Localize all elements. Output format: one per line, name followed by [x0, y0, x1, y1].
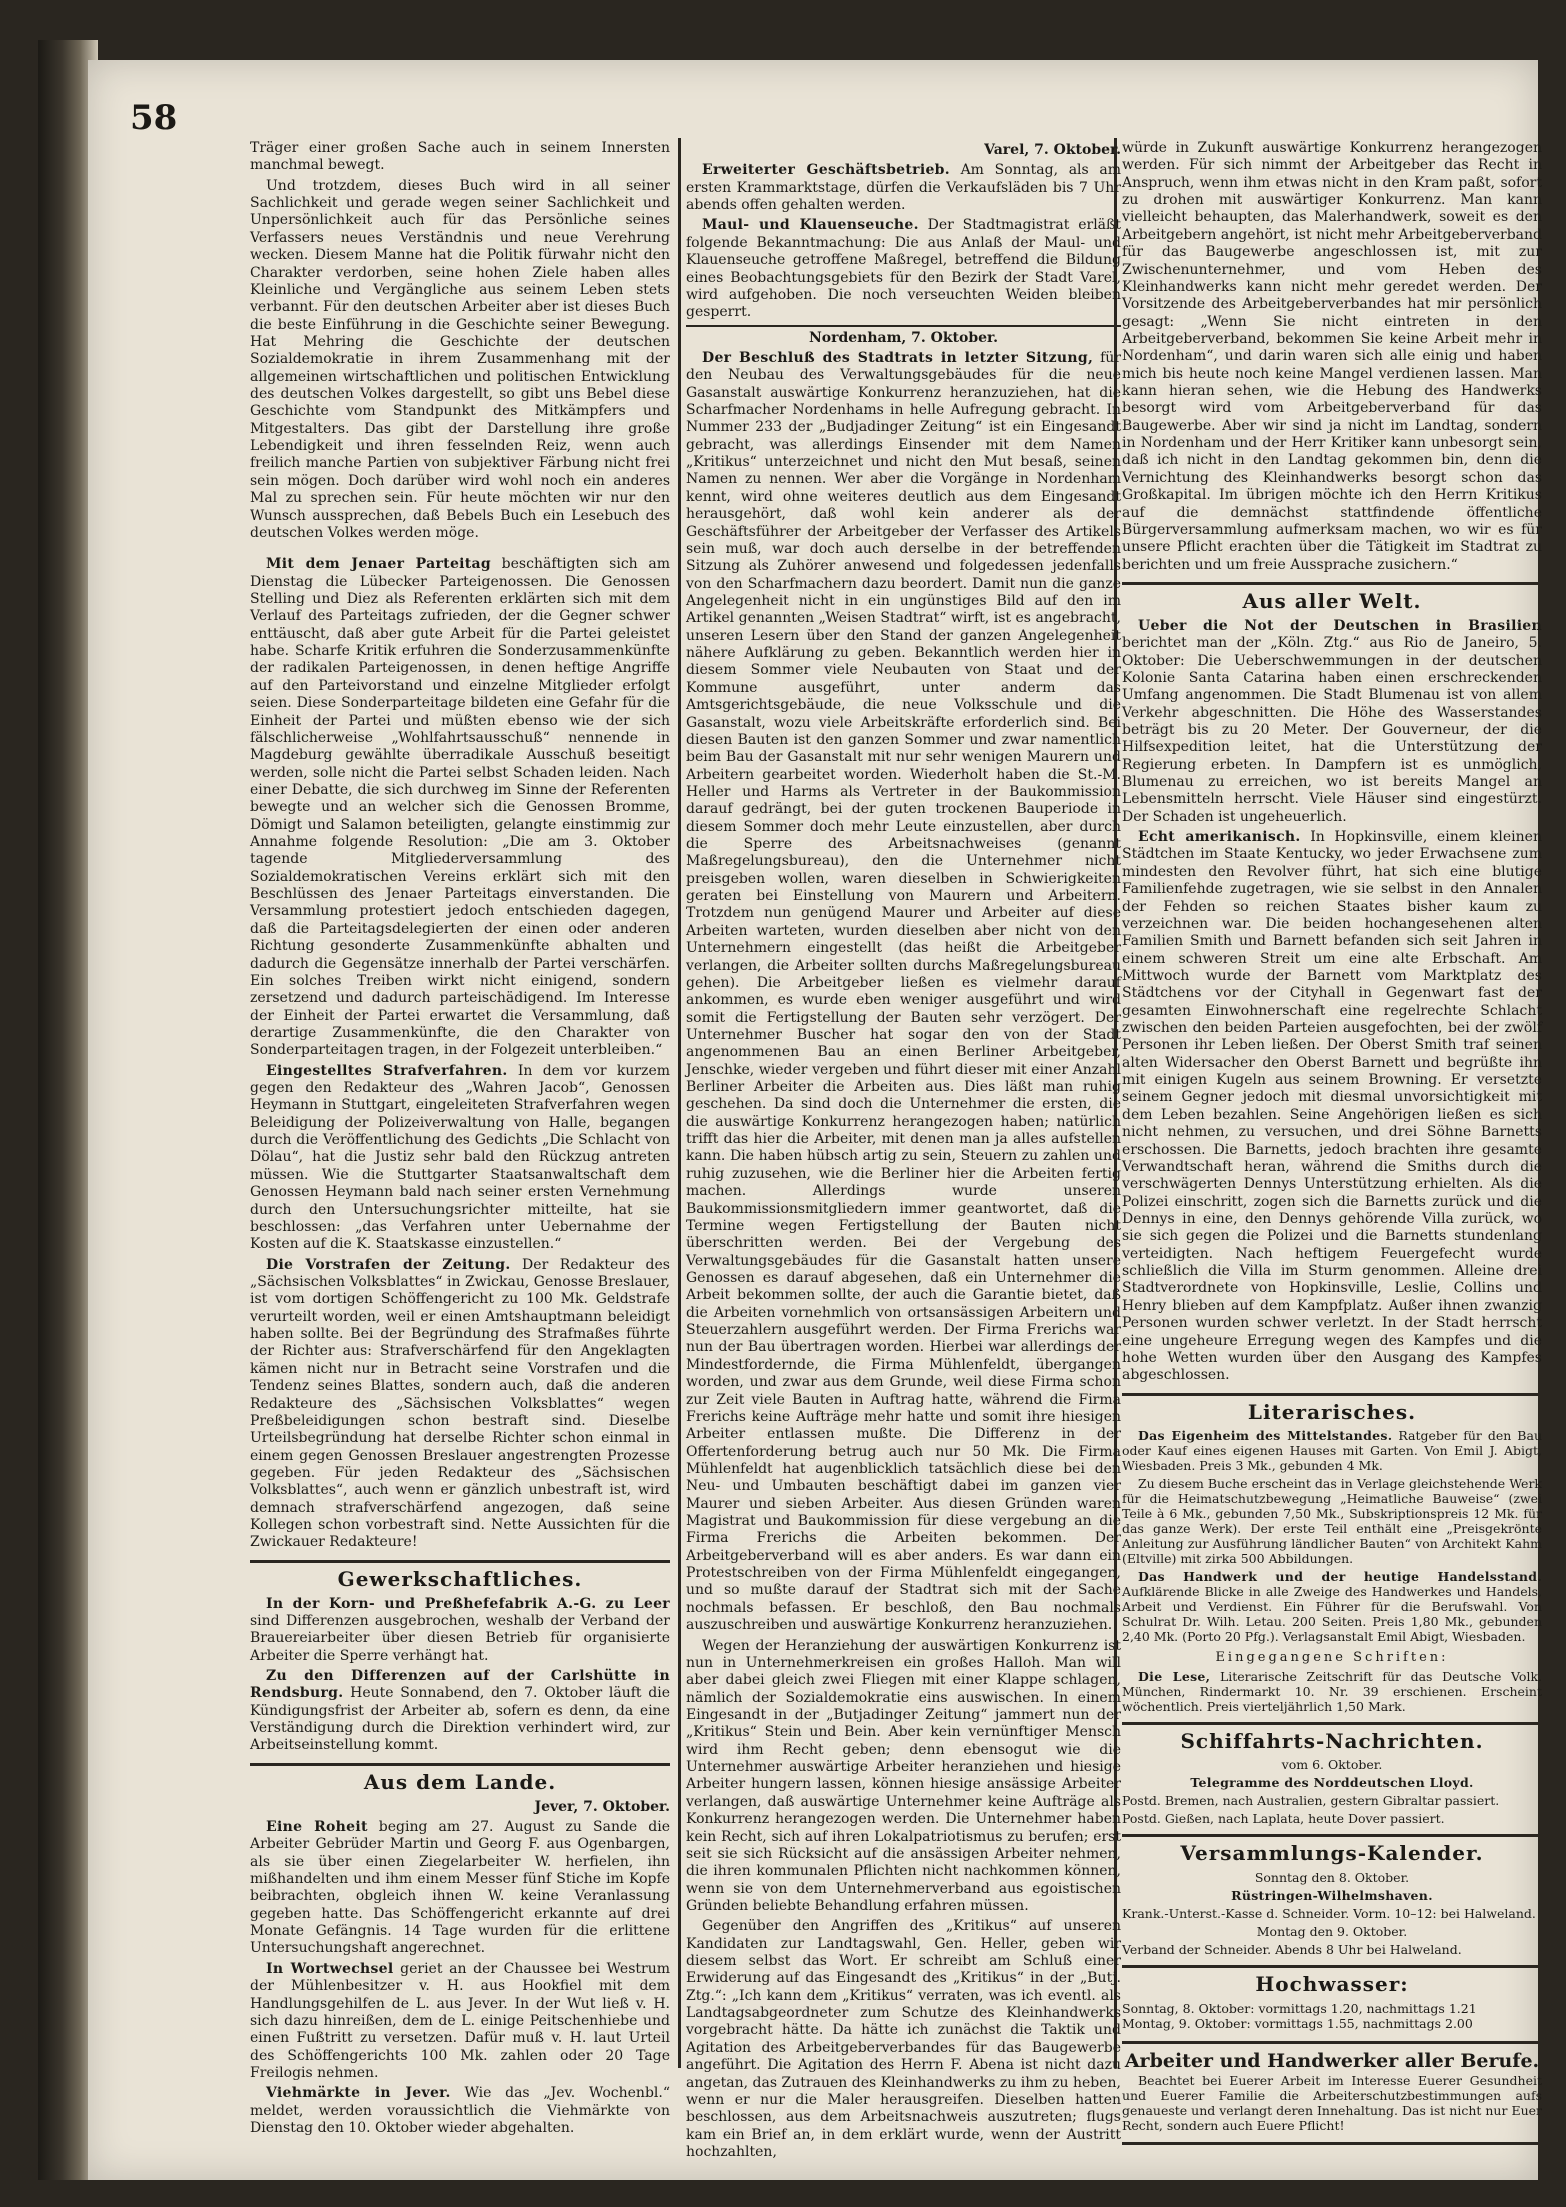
news-item [250, 2085, 670, 2137]
item-lead: Maul- und Klauenseuche. [702, 217, 919, 234]
subheading: Sonntag den 8. Oktober. [1254, 1870, 1410, 1886]
item-lead: Echt amerikanisch. [1138, 829, 1301, 846]
item-text: berichtet man der „Köln. Ztg.“ aus Rio de Janeiro, 5. Oktober: Die Ueberschwemmungen in der deutschen Kolonie Santa Catarina haben einen erschreckenden Umfang angenommen. Die Stadt Blumenau ist von allem Verkehr abgeschnitten. Die Höhe des Wasserstandes beträgt bis zu 20 Meter. Der Gouverneur, der die Hilfsexpedition leitet, hat die Unterstützung der Regierung erbeten. In Dampfern ist es unmöglich, Blumenau zu erreichen, wo ist bereits Mangel an Lebensmitteln herrscht. Viele Häuser sind eingestürzt. Der Schaden ist ungeheuerlich. [1122, 635, 1542, 825]
news-item [250, 1596, 670, 1665]
item-lead: Das Eigenheim des Mittelstandes. [1138, 1428, 1393, 1444]
item-lead: Die Lese, [1138, 1668, 1211, 1684]
item-text: Wie das „Jev. Wochenbl.“ meldet, werden voraussichtlich die Viehmärkte von Dienstag den 10. Oktober wieder abgehalten. [250, 2085, 670, 2137]
item-lead: Die Vorstrafen der Zeitung. [266, 1256, 511, 1273]
news-item [1122, 1428, 1542, 1473]
news-item [686, 350, 1121, 1635]
section-title: Hochwasser: [1122, 1965, 1542, 1997]
item-text: Ratgeber für den Bau oder Kauf eines eigenen Hauses mit Garten. Von Emil J. Abigt, Wiesbaden. Preis 3 Mk., gebunden 4 Mk. [1122, 1428, 1542, 1474]
article-text: Gegenüber den Angriffen des „Kritikus“ auf unseren Kandidaten zur Landtagswahl, Gen. Heller, geben wir diesem selbst das Wort. Er schreibt am Schluß einer Erwiderung auf das Eingesandt des „Kritikus“ in der „Butj. Ztg.“: „Ich kann dem „Kritikus“ verraten, was ich eventl. als Landtagsabgeordneter zum Schutze des Kleinhandwerks vorgebracht hätte. Da hätte ich zunächst die Taktik und Agitation des Arbeitgeberverbandes für das Baugewerbe angeführt. Die Agitation des Herrn F. Abena ist nicht dazu angetan, das Zutrauen des Kleinhandwerks zu ihm zu heben, wenn er nur die Maler herausgreifen. Dieselben hatten beschlossen, aus dem Arbeitsnachweis auszutreten; flugs kam ein Brief an, in dem erklärt wurde, wenn der Austritt hochzahlten, [686, 1918, 1121, 2160]
section-title: Literarisches. [1122, 1393, 1542, 1425]
item-lead: Mit dem Jenaer Parteitag [266, 556, 491, 573]
item-text: Der Stadtmagistrat erläßt folgende Bekanntmachung: Die aus Anlaß der Maul- und Klauenseuche getroffene Maßregel, betreffend die Bildung eines Beobachtungsgebiets für den Bezirk der Stadt Varel, wird aufgehoben. Die noch verseuchten Weiden bleiben gesperrt. [686, 217, 1121, 321]
list-item: Verband der Schneider. Abends 8 Uhr bei Halweland. [1122, 1942, 1462, 1958]
news-item [1122, 1569, 1542, 1644]
list-item: Postd. Gießen, nach Laplata, heute Dover passiert. [1122, 1811, 1445, 1827]
item-lead: Zu den Differenzen auf der Carlshütte in Rendsburg. [250, 1667, 670, 1702]
advertisement [1122, 2041, 1542, 2146]
subheading: Montag den 9. Oktober. [1256, 1924, 1408, 1940]
item-text: beging am 27. August zu Sande die Arbeiter Gebrüder Martin und Georg F. aus Ogenbargen, als sie über einen Ziegelarbeiter W. herfielen, ihn mißhandelten und ihm einem Messer fünf Stiche im Kopfe beibrachten, obgleich ihnen W. keine Veranlassung gegeben hatte. Das Schöffengericht erkannte auf drei Monate Gefängnis. 14 Tage wurden für die erlittene Untersuchungshaft angerechnet. [250, 1818, 671, 1957]
article-text: Wegen der Heranziehung der auswärtigen Konkurrenz ist nun in Unternehmerkreisen ein großes Halloh. Man will aber dabei gleich zwei Fliegen mit einer Klappe schlagen, nämlich der Sozialdemokratie eins auswischen. In einem Eingesandt in der „Butjadinger Zeitung“ jammert nun der „Kritikus“ Stein und Bein. Aber kein vernünftiger Mensch wird ihm Recht geben; denn ebensogut wie die Unternehmer auswärtige Arbeiter heranziehen und hiesige Arbeiter hungern lassen, können hiesige ansässige Arbeiter verlangen, daß auswärtige Unternehmer keine Aufträge als Konkurrenz herangezogen werden. Die Unternehmer haben kein Recht, sich auf ihren Lokalpatriotismus zu berufen; erst seit sie sich Rücksicht auf die ansässigen Arbeiter nehmen, die ihren kommunalen Pflichten nicht nachkommen können, wenn sie von dem Unternehmerverband aus egoistischen Gründen beliebte Behandlung erfahren müssen. [686, 1637, 1121, 1914]
news-item [686, 162, 1121, 214]
news-item [250, 1961, 670, 2083]
news-item [250, 556, 670, 1059]
item-text: Aufklärende Blicke in alle Zweige des Handwerkes und Handels, Arbeit und Verdienst. Ein Führer für die Berufswahl. Von Schulrat Dr. Wilh. Letau. 200 Seiten. Preis 1,80 Mk., gebunden 2,40 Mk. (Porto 20 Pfg.). Verlagsanstalt Emil Abigt, Wiesbaden. [1122, 1584, 1542, 1645]
list-item: Krank.-Unterst.-Kasse d. Schneider. Vorm. 10–12: bei Halweland. [1122, 1906, 1536, 1922]
column-rule [678, 138, 681, 2068]
item-text: für den Neubau des Verwaltungsgebäudes für die neue Gasanstalt auswärtige Konkurrenz heranzuziehen, hat die Scharfmacher Nordenhams in helle Aufregung gebracht. In Nummer 233 der „Budjadinger Zeitung“ ist ein Eingesandt gebracht, was allerdings Einsender mit dem Namen „Kritikus“ unterzeichnet und nicht den Mut besaß, seinen Namen zu nennen. Wer aber die Vorgänge in Nordenham kennt, wird ohne weiteres deutlich aus dem Eingesandt herausgehört, daß wohl kein anderer als der Geschäftsführer der Arbeitgeber der Verfasser des Artikels sein muß, war doch auch derselbe in der betreffenden Sitzung als Zuhörer anwesend und folgedessen jedenfalls von den Scharfmachern dazu beordert. Damit nun die ganze Angelegenheit nicht in ein ungünstiges Bild auf den im Artikel genannten „Weisen Stadtrat“ wirft, ist es angebracht, unseren Lesern über den Stand der ganzen Angelegenheit nähere Aufklärung zu geben. Bekanntlich werden hier in diesem Sommer viele Neubauten von Staat und der Kommune ausgeführt, unter anderm das Amtsgerichtsgebäude, die neue Volksschule und die Gasanstalt, wozu viele Arbeitskräfte erforderlich sind. Bei diesen Bauten ist den ganzen Sommer und zwar namentlich beim Bau der Gasanstalt mit nur sehr wenigen Maurern und Arbeitern gearbeitet worden. Wiederholt haben die St.-M. Heller und Harms als Vertreter in der Baukommission darauf gedrängt, bei der guten trockenen Bauperiode in diesem Sommer doch mehr Leute einzustellen, aber durch die Sperre des Arbeitsnachweises (genannt Maßregelungsbureau), den die Unternehmer nicht preisgeben wollen, waren dieselben in Schwierigkeiten geraten bei Einstellung von Maurern und Arbeitern. Trotzdem nun genügend Maurer und Arbeiter auf diese Arbeiten warteten, wurden dieselben aber nicht von den Unternehmern eingestellt (das heißt die Arbeitgeber verlangen, die Arbeiter sollten durchs Maßregelungsbureau gehen). Die Arbeitgeber ließen es vielmehr darauf ankommen, es wurde eben weniger ausgeführt und wird somit die Fertigstellung der Bauten sehr verzögert. Der Unternehmer Buscher hat sogar den von der Stadt angenommenen Bau an einen Berliner Arbeitgeber, Jenschke, wieder vergeben und führt dieser mit einer Anzahl Berliner Arbeiter die Arbeiten aus. Dies läßt man ruhig geschehen. Da sind doch die Unternehmer die ersten, die die auswärtige Konkurrenz herangezogen haben; natürlich trifft das hier die Arbeiter, mit denen man ja alles aufstellen kann. Die haben hübsch artig zu sein, Steuern zu zahlen und ruhig zuzusehen, wie die Berliner hier die Arbeiten fertig machen. Allerdings wurde unseren Baukommissionsmitgliedern immer geantwortet, daß die Termine wegen Fertigstellung der Bauten nicht überschritten werden. Bei der Vergebung des Verwaltungsgebäudes für die Gasanstalt hatten unsere Genossen es darauf abgesehen, daß ein Unternehmer die Arbeit bekommen sollte, der auch die Garantie bietet, daß die Arbeiten vornehmlich von ortsansässigen Arbeitern und Steuerzahlern ausgeführt werden. Der Firma Frerichs war nun der Bau übertragen worden. Hierbei war allerdings der Mindestfordernde, die Firma Mühlenfeldt, übergangen worden, und zwar aus dem Grunde, weil diese Firma schon zur Zeit viele Bauten in Auftrag hatte, während die Firma Frerichs keine Aufträge mehr hatte und somit ihre hiesigen Arbeiter entlassen mußte. Die Differenz in der Offertenforderung betrug auch nur 50 Mk. Die Firma Mühlenfeldt hat augenblicklich tatsächlich diese bei den Neu- und Umbauten beschäftigt dabei im ganzen vier Maurer und sieben Arbeiter. Aus diesen Gründen waren Magistrat und Baukommission für diese vergebung an die Firma Frerichs die Arbeiten bekommen. Der Arbeitgeberverband will es aber anders. Es war dann ein Protestschreiben von der Firma Mühlenfeldt eingegangen, und so mußte darauf der Stadtrat sich mit der Sache nochmals befassen. Er beschloß, den Bau nochmals auszuschreiben und auswärtige Konkurrenz heranzuziehen. [686, 349, 1121, 1634]
item-lead: Ueber die Not der Deutschen in Brasilien [1138, 617, 1542, 634]
section-title: Gewerkschaftliches. [250, 1560, 670, 1592]
column-1 [250, 140, 670, 2140]
news-item [1122, 618, 1542, 826]
news-item [250, 1668, 670, 1755]
item-text: geriet an der Chaussee bei Westrum der Mühlenbesitzer v. H. aus Hookfiel mit dem Handlungsgehilfen de L. aus Jever. In der Wut ließ v. H. sich dazu hinreißen, dem de L. einige Peitschenhiebe und einen Fußtritt zu versetzen. Dafür muß v. H. laut Urteil des Schöffengerichts 100 Mk. zahlen oder 20 Tage Freilogis nehmen. [250, 1960, 670, 2081]
article-text: Und trotzdem, dieses Buch wird in all seiner Sachlichkeit und gerade wegen seiner Sachlichkeit und Unpersönlichkeit auch für das Persönliche seines Verfassers neues Verständnis und neue Verehrung wecken. Diesem Manne hat die Politik fürwahr nicht den Charakter verdorben, seine hohen Ziele haben alles Kleinliche und Vergängliche aus seinem Leben stets verbannt. Für den deutschen Arbeiter aber ist dieses Buch die beste Einführung in die Geschichte seiner Bewegung. Hat Mehring die Geschichte der deutschen Sozialdemokratie in ihrem Zusammenhang mit der allgemeinen wirtschaftlichen und politischen Entwicklung des deutschen Volkes dargestellt, so gibt uns Bebel diese Geschichte vom Standpunkt des Mitkämpfers und Mitgestalters. Das gibt der Darstellung ihre große Lebendigkeit und ihren fesselnden Reiz, wenn auch freilich manche Partien von subjektiver Färbung nicht frei sein mögen. Doch darüber wird wohl noch ein anderes Mal zu sprechen sein. Für heute möchten wir nur den Wunsch aussprechen, daß Bebels Buch ein Lesebuch des deutschen Volkes werden möge. [250, 177, 670, 541]
section-title: Schiffahrts-Nachrichten. [1122, 1722, 1542, 1754]
news-item [1122, 1669, 1542, 1714]
table-row: Sonntag, 8. Oktober: vormittags 1.20, nachmittags 1.21 [1122, 2000, 1477, 2016]
column-2 [686, 140, 1121, 2164]
subheading: Telegramme des Norddeutschen Lloyd. [1190, 1775, 1474, 1791]
news-item [686, 217, 1121, 321]
list-item: Postd. Bremen, nach Australien, gestern Gibraltar passiert. [1122, 1793, 1500, 1809]
item-text: Am Sonntag, als am ersten Krammarktstage, dürfen die Verkaufsläden bis 7 Uhr abends offen gehalten werden. [686, 162, 1121, 214]
news-item [1122, 829, 1542, 1385]
item-text: In Hopkinsville, einem kleinen Städtchen im Staate Kentucky, wo jeder Erwachsene zum mindesten den Revolver führt, hat sich eine blutige Familienfehde zugetragen, wie sie selbst in den Annalen der Fehden so reichen Staates bisher kaum zu verzeichnen war. Die beiden hochangesehenen alten Familien Smith und Barnett befanden sich seit Jahren in einem schweren Streit um eine alte Erbschaft. Am Mittwoch wurde der Barnett vom Marktplatz des Städtchens vor der Cityhall in Gegenwart fast der gesamten Einwohnerschaft eine regelrechte Schlacht zwischen den beiden Parteien ausgefochten, bei der zwölf Personen ihr Leben ließen. Der Oberst Smith traf seinen alten Widersacher den Oberst Barnett und begrüßte ihn mit einigen Kugeln aus seinem Browning. Er versetzte seinem Gegner jedoch mit diesmal unvorsichtigkeit mit dem Leben bezahlen. Seine Angehörigen ließen es sich nicht nehmen, zu versuchen, und drei Söhne Barnetts erschossen. Die Barnetts, jedoch brachten ihre gesamte Verwandtschaft heran, während die Smiths durch die verschwägerten Dennys Unterstützung erhielten. Als die Polizei einschritt, zogen sich die Barnetts zurück und die Dennys in eine, den Dennys gehörende Villa zurück, wo sie sich gegen die Polizei und die Barnetts stundenlang verteidigten. Nach heftigem Feuergefecht wurde schließlich die Villa im Sturm genommen. Alleine drei Stadtverordnete von Hopkinsville, Leslie, Collins und Henry blieben auf dem Kampfplatz. Außer ihnen zwanzig Personen wurden schwer verletzt. In der Stadt herrscht eine ungeheure Erregung wegen des Kampfes und die hohe Wetten wurden über den Ausgang des Kampfes abgeschlossen. [1122, 829, 1542, 1384]
item-text: Der Redakteur des „Sächsischen Volksblattes“ in Zwickau, Genosse Breslauer, ist vom dortigen Schöffengericht zu 100 Mk. Geldstrafe verurteilt worden, weil er einen Amtshauptmann beleidigt haben sollte. Bei der Begründung des Strafmaßes führte der Richter aus: Strafverschärfend für den Angeklagten kämen nicht nur in Betracht seine Vorstrafen und die Tendenz seines Blattes, sondern auch, daß die anderen Redakteure des „Sächsischen Volksblattes“ wegen Preßbeleidigungen schon bestraft sind. Dieselbe Urteilsbegründung hat derselbe Richter schon einmal in einem gegen Genossen Breslauer angestrengten Prozesse gegeben. Für jeden Redakteur des „Sächsischen Volksblattes“, auch wenn er gänzlich unbestraft ist, wird demnach strafverschärfend angezogen, daß seine Kollegen schon vorbestraft sind. Nette Aussichten für die Zwickauer Redakteure! [250, 1256, 670, 1551]
item-lead: Viehmärkte in Jever. [266, 2085, 451, 2102]
article-text: Zu diesem Buche erscheint das in Verlage gleichstehende Werk für die Heimatschutzbewegung „Heimatliche Bauweise“ (zwei Teile à 6 Mk., gebunden 7,50 Mk., Subskriptionspreis 12 Mk. für das ganze Werk). Der erste Teil enthält eine „Preisgekrönte Anleitung zur Ausführung ländlicher Bauten“ von Architekt Kahm (Eltville) mit zirka 500 Abbildungen. [1122, 1476, 1542, 1567]
item-text: beschäftigten sich am Dienstag die Lübecker Parteigenossen. Die Genossen Stelling und Diez als Referenten erklärten sich mit dem Verlauf des Parteitags zufrieden, der die Gegner schwer enttäuscht, daß aber gute Arbeit für die Partei geleistet habe. Scharfe Kritik erfuhren die Sonderzusammenkünfte der radikalen Parteigenossen, in denen heftige Angriffe auf den Parteivorstand und einzelne Mitglieder erfolgt seien. Diese Sonderparteitage bildeten eine Gefahr für die Einheit der Partei und müßten ebenso wie der sich fälschlicherweise „Wohlfahrtsausschuß“ nennende in Magdeburg gewählte überradikale Ausschuß beseitigt werden, solle nicht die Partei selbst Schaden leiden. Nach einer Debatte, die sich durchweg im Sinne der Referenten bewegte und an welcher sich die Genossen Bromme, Dömigt und Salamon beteiligten, gelangte einstimmig zur Annahme folgende Resolution: „Die am 3. Oktober tagende Mitgliederversammlung des Sozialdemokratischen Vereins erklärt sich mit den Beschlüssen des Jenaer Parteitags einverstanden. Die Versammlung protestiert jedoch entschieden dagegen, daß die Parteitagsdelegierten der einen oder anderen Richtung gesonderte Zusammenkünfte abhalten und dadurch die Gegensätze innerhalb der Partei verschärfen. Ein solches Treiben wirkt nicht einigend, sondern zersetzend und dadurch parteischädigend. Im Interesse der Einheit der Partei erwartet die Versammlung, daß derartige Zusammenkünfte, die den Charakter von Sonderparteitagen tragen, in der Folgezeit unterbleiben.“ [250, 556, 670, 1059]
article-text: würde in Zukunft auswärtige Konkurrenz herangezogen werden. Für sich nimmt der Arbeitgeber das Recht in Anspruch, wenn ihm etwas nicht in den Kram paßt, sofort zu drohen mit auswärtiger Konkurrenz. Man kann vielleicht behaupten, das Malerhandwerk, soweit es den Arbeitgebern angehört, ist nicht mehr Arbeitgeberverband für das Baugewerbe angeschlossen ist, mit zur Zwischenunternehmer, und vom Heben des Kleinhandwerks kann nicht mehr geredet werden. Der Vorsitzende des Arbeitgeberverbandes hat mir persönlich gesagt: „Wenn Sie nicht eintreten in den Arbeitgeberverband, bekommen Sie keine Arbeit mehr in Nordenham“, und darin waren sich alle einig und haben mich bis heute noch keine Mangel verdienen lassen. Man kann hieran sehen, wie die Hebung des Handwerks besorgt wird vom Arbeitgeberverband für das Baugewerbe. Aber wir sind ja nicht im Landtag, sondern in Nordenham und der Herr Kritiker kann unbesorgt sein, daß ich nicht in den Landtag gekommen bin, denn die Vernichtung des Kleinhandwerks besorgt schon das Großkapital. Im übrigen möchte ich den Herrn Kritikus auf die demnächst stattfindende öffentliche Bürgerversammlung aufmerksam machen, wo wir es für unsere Pflicht erachten über die Tätigkeit im Stadtrat zu berichten und um freie Aussprache zusichern.“ [1122, 140, 1542, 573]
item-lead: Eingestelltes Strafverfahren. [266, 1062, 508, 1079]
news-item [250, 1257, 670, 1552]
page-number: 58 [130, 98, 178, 138]
section-title: Versammlungs-Kalender. [1122, 1834, 1542, 1866]
column-3 [1122, 140, 1542, 2145]
subheading: vom 6. Oktober. [1281, 1757, 1383, 1773]
item-text: Literarische Zeitschrift für das Deutsche Volk. München, Rindermarkt 10. Nr. 39 erschienen. Erscheint wöchentlich. Preis vierteljährlich 1,50 Mark. [1122, 1668, 1542, 1714]
table-row: Montag, 9. Oktober: vormittags 1.55, nachmittags 2.00 [1122, 2015, 1473, 2031]
ad-title: Arbeiter und Handwerker aller Berufe. [1122, 2041, 1542, 2074]
section-title: Aus dem Lande. [250, 1763, 670, 1795]
item-lead: Erweiterter Geschäftsbetrieb. [702, 162, 950, 179]
item-text: Heute Sonnabend, den 7. Oktober läuft die Kündigungsfrist der Arbeiter ab, sofern es denn, da eine Verständigung durch die Direktion verhindert wird, zur Arbeitseinstellung kommt. [250, 1685, 670, 1754]
item-lead: In Wortwechsel [266, 1960, 394, 1977]
article-text: Träger einer großen Sache auch in seinem Innersten manchmal bewegt. [250, 140, 670, 174]
subheading: Rüstringen-Wilhelmshaven. [1231, 1888, 1433, 1904]
dateline: Jever, 7. Oktober. [534, 1798, 670, 1815]
item-lead: In der Korn- und Preßhefefabrik A.-G. zu Leer [266, 1595, 670, 1612]
ad-text: Beachtet bei Euerer Arbeit im Interesse Euerer Gesundheit und Euerer Familie die Arbeiterschutzbestimmungen aufs genaueste und verlangt deren Innehaltung. Das ist nicht nur Euer Recht, sondern auch Euere Pflicht! [1122, 2073, 1542, 2134]
item-lead: Der Beschluß des Stadtrats in letzter Sitzung, [702, 349, 1094, 366]
item-text: In dem vor kurzem gegen den Redakteur des „Wahren Jacob“, Genossen Heymann in Stuttgart, eingeleiteten Strafverfahren wegen Beleidigung der Polizeiverwaltung von Halle, begangen durch die Veröffentlichung des Gedichts „Die Schlacht von Dölau“, hat die Justiz sehr bald den Rückzug antreten müssen. Wie die Stuttgarter Staatsanwaltschaft dem Genossen Heymann bald nach seiner ersten Vernehmung durch den Untersuchungsrichter mitteilte, hat sie beschlossen: „das Verfahren unter Uebernahme der Kosten auf die K. Staatskasse einzustellen.“ [250, 1062, 670, 1253]
dateline: Nordenham, 7. Oktober. [686, 325, 1121, 347]
caption: Eingegangene Schriften: [1215, 1650, 1449, 1666]
item-lead: Das Handwerk und der heutige Handelsstand. [1138, 1569, 1542, 1585]
news-item [250, 1063, 670, 1254]
item-text: sind Differenzen ausgebrochen, weshalb der Verband der Brauereiarbeiter über diesen Betrieb für organisierte Arbeiter die Sperre verhängt hat. [250, 1612, 670, 1664]
dateline: Varel, 7. Oktober. [984, 142, 1121, 158]
news-item [250, 1819, 670, 1958]
item-lead: Eine Roheit [266, 1818, 368, 1835]
section-title: Aus aller Welt. [1122, 582, 1542, 614]
